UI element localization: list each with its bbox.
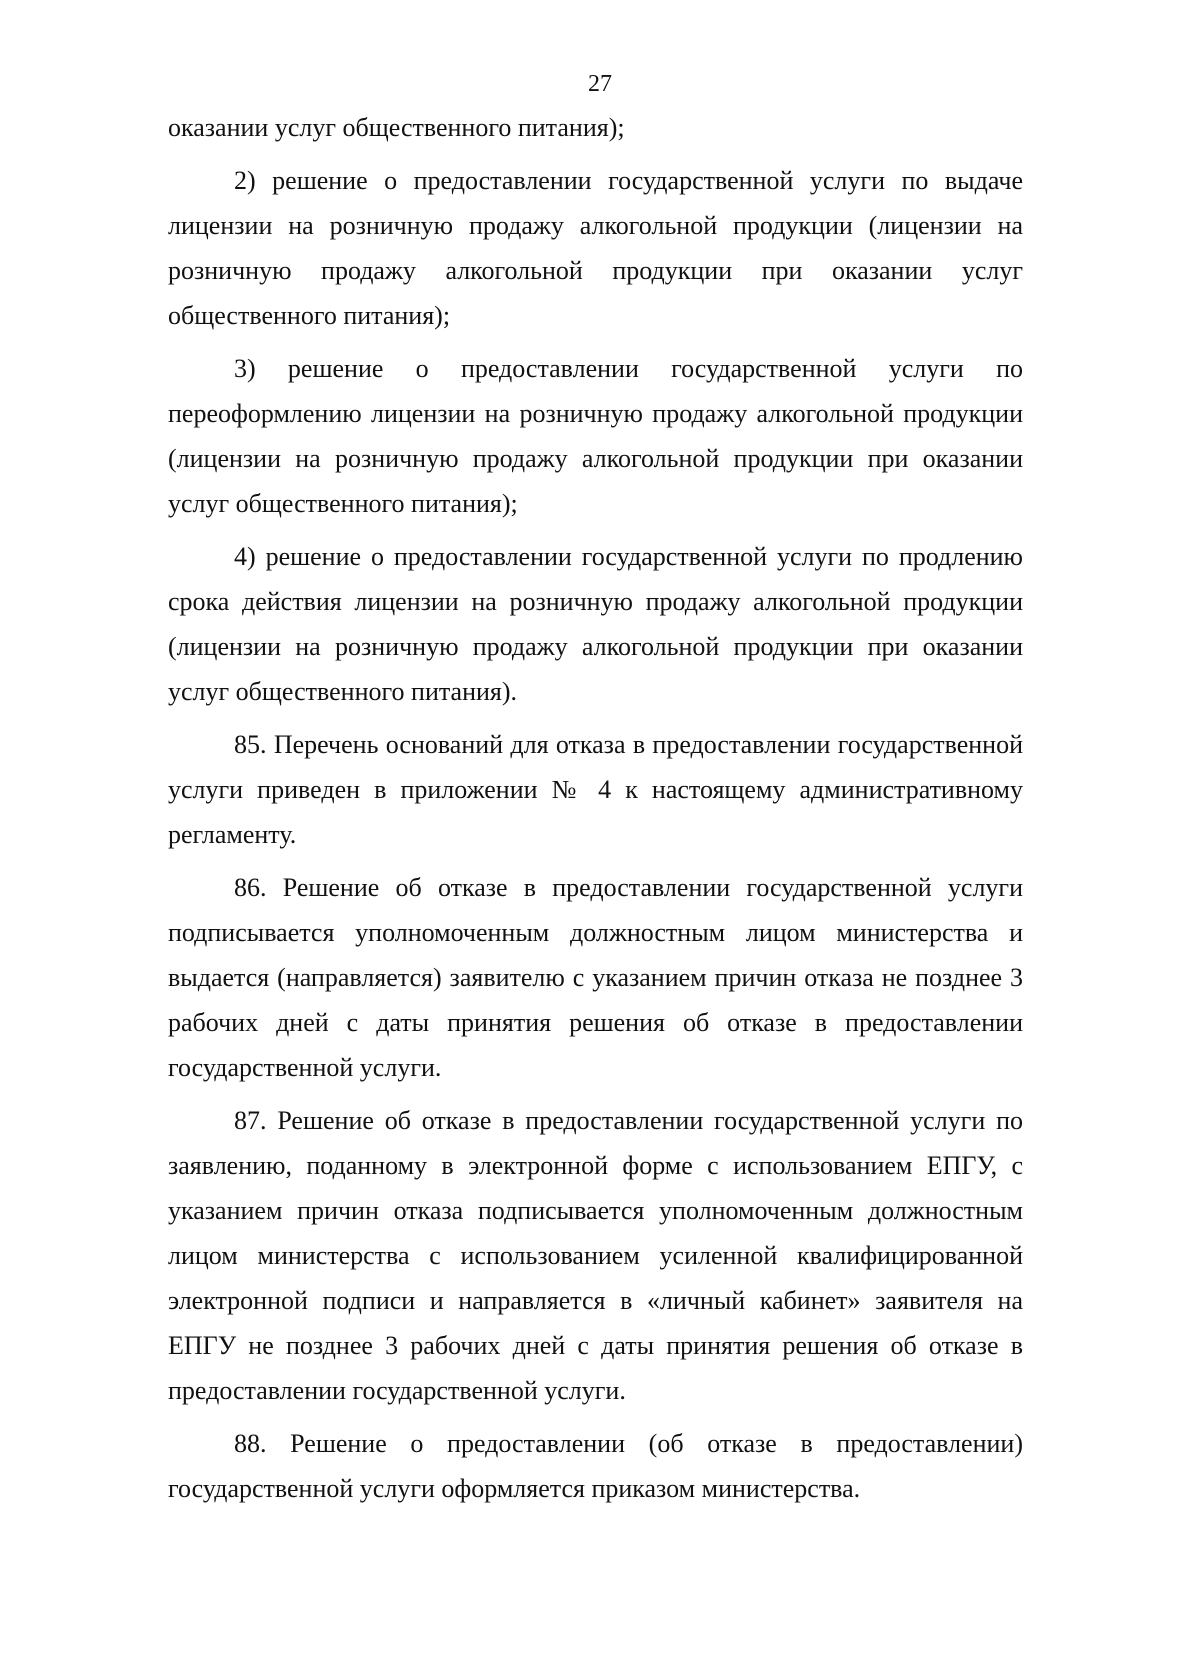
paragraph-item-4: 4) решение о предоставлении государственной услуги по продлению срока действия лицензии на розничную продажу алкогольной продукции (лицензии на розничную продажу алкогольной продукции при оказании услуг общественного питания). <box>168 542 1023 706</box>
paragraph-item-2: 2) решение о предоставлении государственной услуги по выдаче лицензии на розничную продажу алкогольной продукции (лицензии на розничную продажу алкогольной продукции при оказании услуг общественного питания); <box>168 166 1023 330</box>
paragraph-86: 86. Решение об отказе в предоставлении государственной услуги подписывается уполномоченным должностным лицом министерства и выдается (направляется) заявителю с указанием причин отказа не позднее 3 рабочих дней с даты принятия решения об отказе в предоставлении государственной услуги. <box>168 873 1023 1082</box>
page-number: 27 <box>588 71 612 97</box>
paragraph-87: 87. Решение об отказе в предоставлении государственной услуги по заявлению, поданному в электронной форме с использованием ЕПГУ, с указанием причин отказа подписывается уполномоченным должностным лицом министерства с использованием усиленной квалифицированной электронной подписи и направляется в «личный кабинет» заявителя на ЕПГУ не позднее 3 рабочих дней с даты принятия решения об отказе в предоставлении государственной услуги. <box>168 1106 1023 1405</box>
document-body <box>168 105 1023 1519</box>
paragraph-item-3: 3) решение о предоставлении государственной услуги по переоформлению лицензии на розничную продажу алкогольной продукции (лицензии на розничную продажу алкогольной продукции при оказании услуг общественного питания); <box>168 354 1023 518</box>
paragraph-88: 88. Решение о предоставлении (об отказе в предоставлении) государственной услуги оформляется приказом министерства. <box>168 1429 1023 1503</box>
paragraph-85: 85. Перечень оснований для отказа в предоставлении государственной услуги приведен в приложении № 4 к настоящему административному регламенту. <box>168 730 1023 849</box>
paragraph-continuation: оказании услуг общественного питания); <box>168 113 625 142</box>
